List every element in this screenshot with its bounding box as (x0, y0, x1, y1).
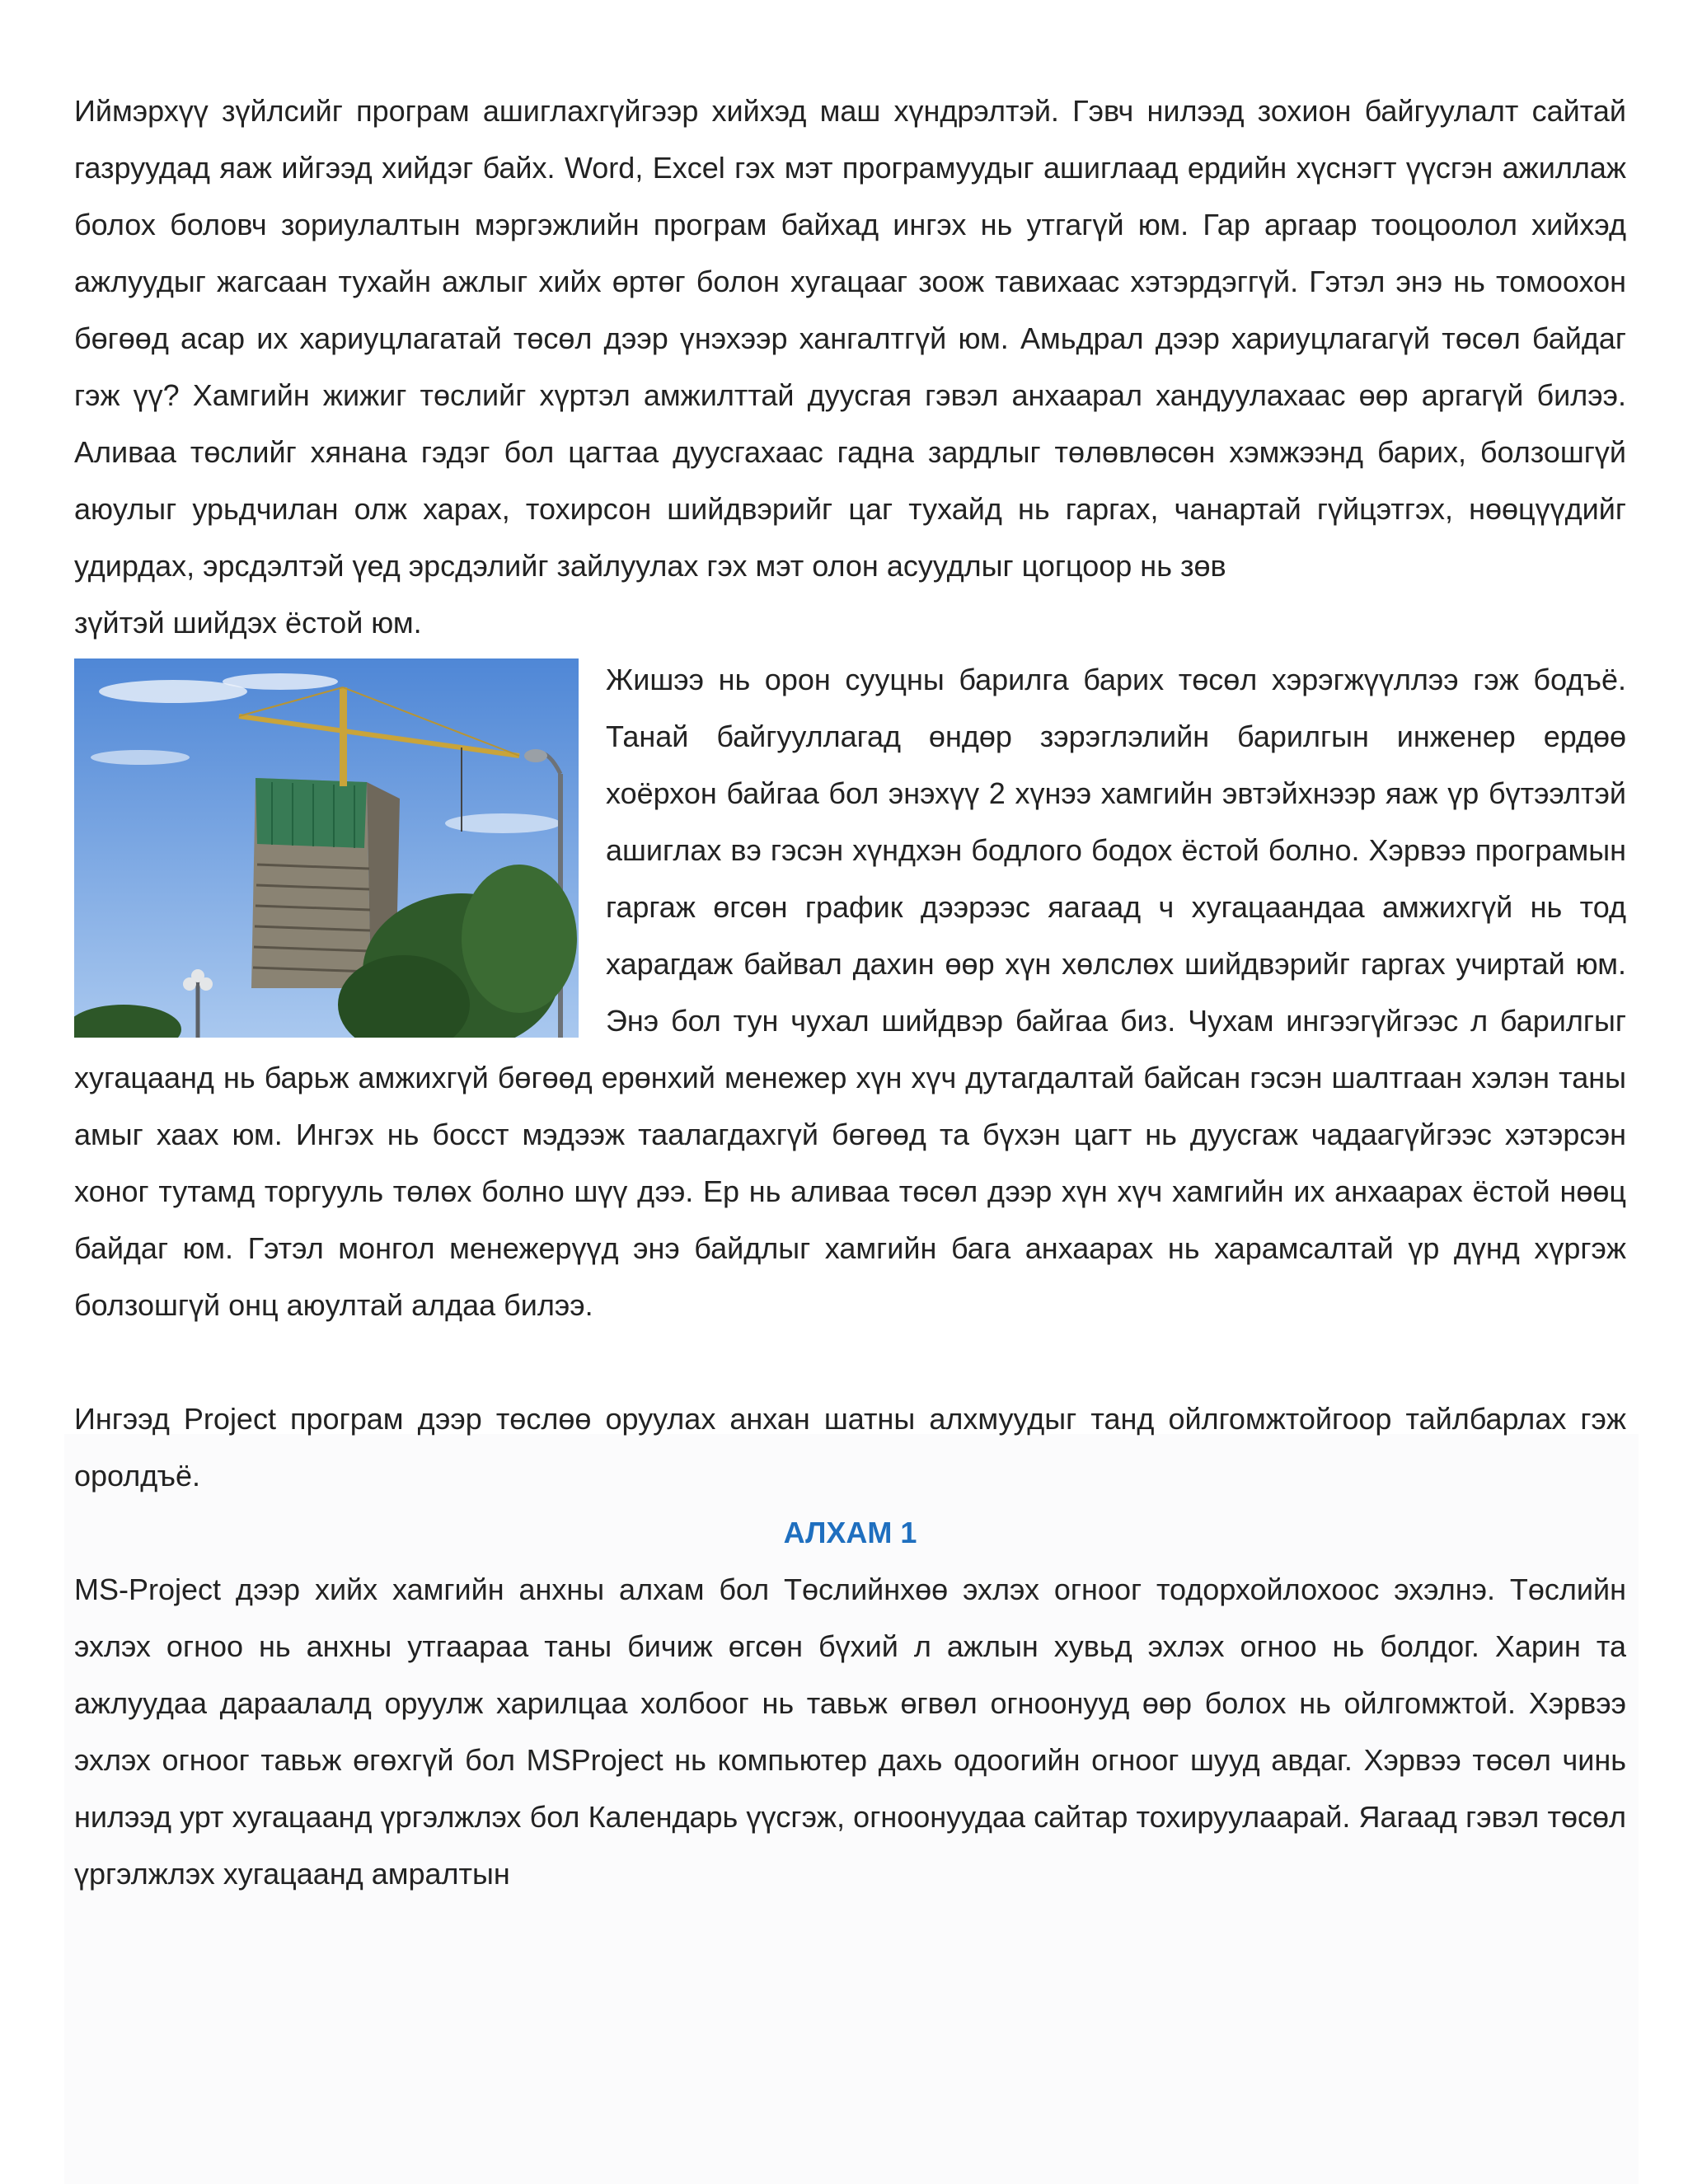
intro-paragraph: Иймэрхүү зүйлсийг програм ашиглахгүйгээр хийхэд маш хүндрэлтэй. Гэвч нилээд зохион байгуулалт сайтай газруудад яаж ийгээд хийдэг байх. Word, Excel гэх мэт програмуудыг ашиглаад ердийн хүснэгт үүсгэн ажиллаж болох боловч зориулалтын мэргэжлийн програм байхад ингэх нь утгагүй юм. Гар аргаар тооцоолол хийхэд ажлуудыг жагсаан тухайн ажлыг хийх өртөг болон хугацааг зоож тавихаас хэтэрдэггүй. Гэтэл энэ нь томоохон бөгөөд асар их хариуцлагатай төсөл дээр үнэхээр хангалтгүй юм. Амьдрал дээр хариуцлагагүй төсөл байдаг гэж үү? Хамгийн жижиг төслийг хүртэл амжилттай дуусгая гэвэл анхаарал хандуулахаас өөр аргагүй билээ. Аливаа төслийг хянана гэдэг бол цагтаа дуусгахаас гадна зардлыг төлөвлөсөн хэмжээнд барих, болзошгүй аюулыг урьдчилан олж харах, тохирсон шийдвэрийг цаг тухайд нь гаргах, чанартай гүйцэтгэх, нөөцүүдийг удирдах, эрсдэлтэй үед эрсдэлийг зайлуулах гэх мэт олон асуудлыг цогцоор нь зөв (74, 94, 1626, 583)
transition-paragraph: Ингээд Project програм дээр төслөө оруулах анхан шатны алхмуудыг танд ойлгомжтойгоор тайлбарлах гэж оролдъё. (74, 1402, 1626, 1493)
document-body (74, 82, 1626, 1902)
paragraph-gap (74, 1333, 1626, 1390)
step-heading: АЛХАМ 1 (783, 1516, 917, 1549)
step1-paragraph: MS-Project дээр хийх хамгийн анхны алхам бол Төслийнхөө эхлэх огноог тодорхойлохоос эхэлнэ. Төслийн эхлэх огноо нь анхны утгаараа таны бичиж өгсөн бүхий л ажлын хувьд эхлэх огноо нь болдог. Харин та ажлуудаа дараалалд оруулж харилцаа холбоог нь тавьж өгвөл огноонууд өөр болох нь ойлгомжтой. Хэрвээ эхлэх огноог тавьж өгөхгүй бол MSProject нь компьютер дахь одоогийн огноог шууд авдаг. Хэрвээ төсөл чинь нилээд урт хугацаанд үргэлжлэх бол Календарь үүсгэж, огноонуудаа сайтар тохируулаарай. Яагаад гэвэл төсөл үргэлжлэх хугацаанд амралтын (74, 1572, 1626, 1891)
construction-photo (74, 658, 579, 1038)
example-paragraph: Жишээ нь орон сууцны барилга барих төсөл хэрэгжүүллээ гэж бодъё. Танай байгууллагад өндөр зэрэглэлийн барилгын инженер ердөө хоёрхон байгаа бол энэхүү 2 хүнээ хамгийн эвтэйхнээр яаж үр бүтээлтэй ашиглах вэ гэсэн хүндхэн бодлого бодох ёстой болно. Хэрвээ програмын гаргаж өгсөн график дээрээс яагаад ч хугацаандаа амжихгүй нь тод харагдаж байвал дахин өөр хүн хөлслөх шийдвэрийг гаргах учиртай юм. Энэ бол тун чухал шийдвэр байгаа биз. Чухам ингээгүйгээс л барилгыг хугацаанд нь барьж амжихгүй бөгөөд ерөнхий менежер хүн хүч дутагдалтай байсан гэсэн шалтгаан хэлэн таны амыг хаах юм. Ингэх нь босст мэдээж таалагдахгүй бөгөөд та бүхэн цагт нь дуусгаж чадаагүйгээс хэтэрсэн хоног тутамд торгууль төлөх болно шүү дээ. Ер нь аливаа төсөл дээр хүн хүч хамгийн их анхаарах ёстой нөөц байдаг юм. Гэтэл монгол менежерүүд энэ байдлыг хамгийн бага анхаарах нь харамсалтай үр дүнд хүргэж болзошгүй онц аюултай алдаа билээ. (74, 663, 1626, 1322)
intro-paragraph-tail: зүйтэй шийдэх ёстой юм. (74, 606, 422, 640)
